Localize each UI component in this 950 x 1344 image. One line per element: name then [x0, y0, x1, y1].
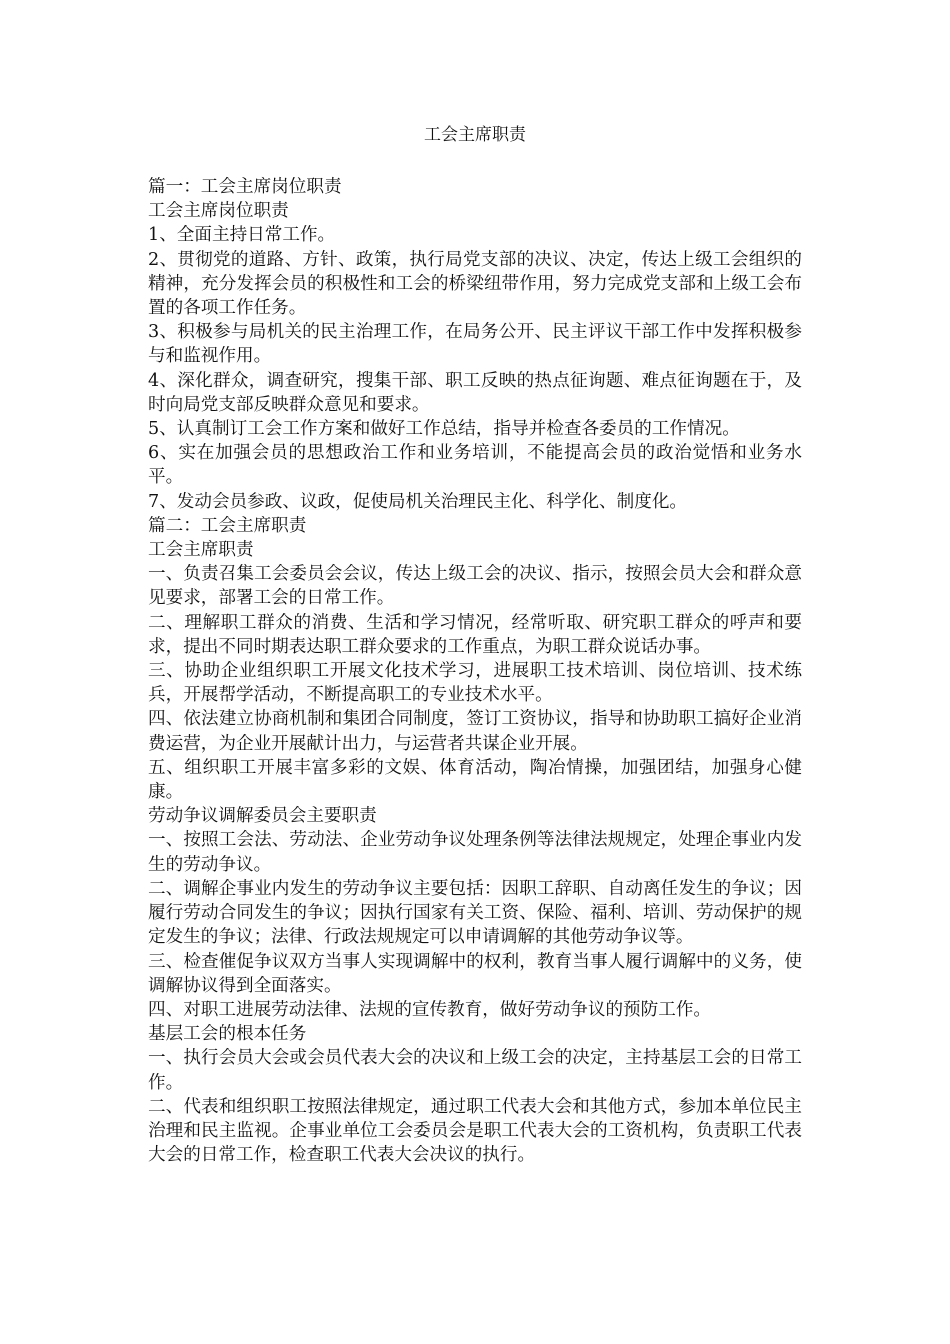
document-body — [148, 175, 802, 1167]
paragraph: 6、实在加强会员的思想政治工作和业务培训，不能提高会员的政治觉悟和业务水平。 — [148, 443, 802, 488]
subsection-heading: 劳动争议调解委员会主要职责 — [148, 806, 377, 827]
paragraph: 一、执行会员大会或会员代表大会的决议和上级工会的决定，主持基层工会的日常工作。 — [148, 1048, 802, 1093]
paragraph: 三、协助企业组织职工开展文化技术学习，进展职工技术培训、岗位培训、技术练兵，开展帮学活动，不断提高职工的专业技术水平。 — [148, 661, 802, 706]
paragraph: 四、依法建立协商机制和集团合同制度，签订工资协议，指导和协助职工搞好企业消费运营，为企业开展献计出力，与运营者共谋企业开展。 — [148, 709, 802, 754]
paragraph: 3、积极参与局机关的民主治理工作，在局务公开、民主评议干部工作中发挥积极参与和监视作用。 — [148, 322, 802, 367]
paragraph: 5、认真制订工会工作方案和做好工作总结，指导并检查各委员的工作情况。 — [148, 419, 740, 440]
paragraph: 1、全面主持日常工作。 — [148, 225, 336, 246]
subsection-heading: 工会主席职责 — [148, 540, 254, 561]
paragraph: 2、贯彻党的道路、方针、政策，执行局党支部的决议、决定，传达上级工会组织的精神，充分发挥会员的积极性和工会的桥梁纽带作用，努力完成党支部和上级工会布置的各项工作任务。 — [148, 249, 802, 319]
subsection-heading: 工会主席岗位职责 — [148, 201, 289, 222]
subsection-heading: 基层工会的根本任务 — [148, 1024, 307, 1045]
section-heading: 篇一：工会主席岗位职责 — [148, 177, 342, 197]
paragraph: 四、对职工进展劳动法律、法规的宣传教育，做好劳动争议的预防工作。 — [148, 999, 712, 1020]
paragraph: 一、负责召集工会委员会会议，传达上级工会的决议、指示，按照会员大会和群众意见要求，部署工会的日常工作。 — [148, 564, 802, 609]
paragraph: 五、组织职工开展丰富多彩的文娱、体育活动，陶冶情操，加强团结，加强身心健康。 — [148, 757, 802, 803]
section-heading: 篇二：工会主席职责 — [148, 515, 307, 536]
paragraph: 三、检查催促争议双方当事人实现调解中的权利，教育当事人履行调解中的义务，使调解协议得到全面落实。 — [148, 951, 802, 996]
document-title: 工会主席职责 — [424, 125, 526, 145]
paragraph: 二、理解职工群众的消费、生活和学习情况，经常听取、研究职工群众的呼声和要求，提出不同时期表达职工群众要求的工作重点，为职工群众说话办事。 — [148, 612, 802, 657]
paragraph: 二、调解企事业内发生的劳动争议主要包括：因职工辞职、自动离任发生的争议；因履行劳动合同发生的争议；因执行国家有关工资、保险、福利、培训、劳动保护的规定发生的争议；法律、行政法规规定可以申请调解的其他劳动争议等。 — [148, 878, 802, 948]
paragraph: 4、深化群众，调查研究，搜集干部、职工反映的热点征询题、难点征询题在于，及时向局党支部反映群众意见和要求。 — [148, 370, 802, 415]
paragraph: 一、按照工会法、劳动法、企业劳动争议处理条例等法律法规规定，处理企事业内发生的劳动争议。 — [148, 830, 802, 875]
paragraph: 二、代表和组织职工按照法律规定，通过职工代表大会和其他方式，参加本单位民主治理和民主监视。企事业单位工会委员会是职工代表大会的工资机构，负责职工代表大会的日常工作，检查职工代表大会决议的执行。 — [148, 1096, 802, 1166]
paragraph: 7、发动会员参政、议政，促使局机关治理民主化、科学化、制度化。 — [148, 491, 688, 512]
